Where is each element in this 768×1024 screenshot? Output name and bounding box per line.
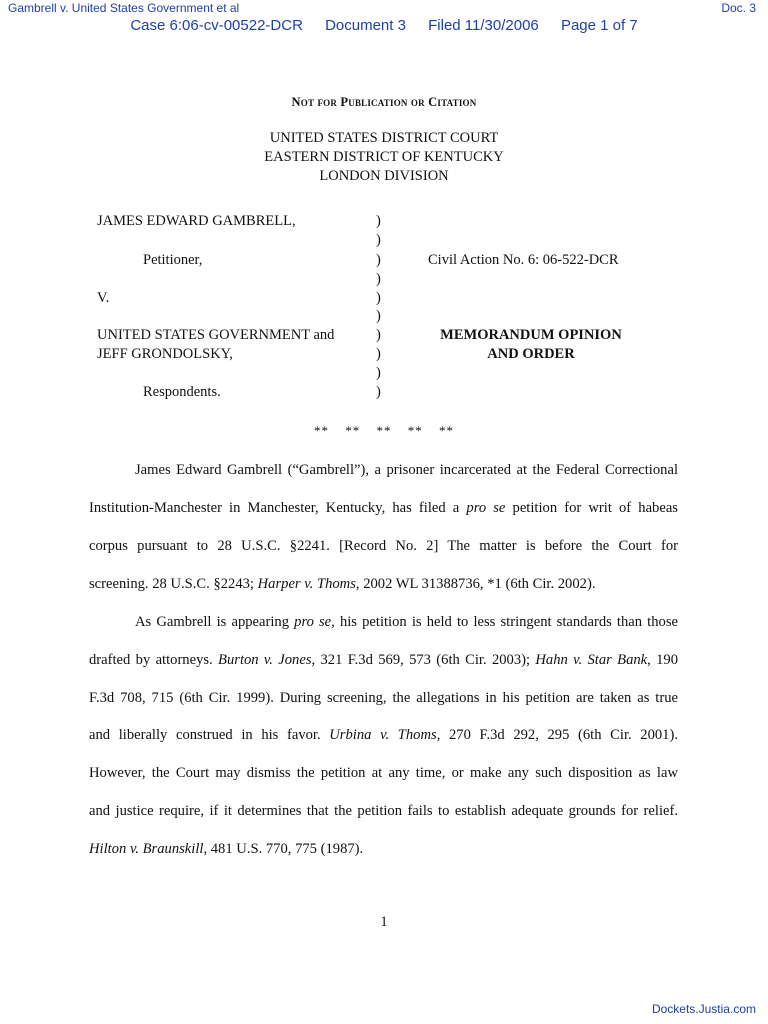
court-district: EASTERN DISTRICT OF KENTUCKY	[264, 149, 504, 165]
body-text-line: F.3d 708, 715 (6th Cir. 1999). During screening, the allegations in his petition are taken as true	[89, 690, 678, 706]
body-text-line: screening. 28 U.S.C. §2243; Harper v. Thoms, 2002 WL 31388736, *1 (6th Cir. 2002).	[89, 576, 596, 592]
body-text-line: As Gambrell is appearing pro se, his petition is held to less stringent standards than those	[135, 614, 678, 630]
body-text-line: However, the Court may dismiss the petition at any time, or make any such disposition as law	[89, 765, 678, 781]
page-number: 1	[380, 914, 388, 930]
caption-paren: )	[376, 365, 381, 381]
respondent-role: Respondents.	[143, 384, 221, 400]
page-count: Page 1 of 7	[560, 17, 638, 34]
body-text-line: corpus pursuant to 28 U.S.C. §2241. [Record No. 2] The matter is before the Court for	[89, 538, 678, 554]
caption-paren: )	[376, 290, 381, 306]
caption-paren: )	[376, 213, 381, 229]
filed-date: Filed 11/30/2006	[428, 17, 539, 34]
civil-action-number: Civil Action No. 6: 06-522-DCR	[428, 252, 619, 268]
body-text-line: Hilton v. Braunskill, 481 U.S. 770, 775 (1987).	[89, 841, 364, 857]
respondent-name-line1: UNITED STATES GOVERNMENT and	[97, 327, 335, 343]
caption-paren: )	[376, 346, 381, 362]
caption-paren: )	[376, 252, 381, 268]
caption-paren: )	[376, 271, 381, 287]
respondent-name-line2: JEFF GRONDOLSKY,	[97, 346, 233, 362]
body-text-line: drafted by attorneys. Burton v. Jones, 321 F.3d 569, 573 (6th Cir. 2003); Hahn v. Star Bank, 190	[89, 652, 679, 668]
body-text-line: Institution-Manchester in Manchester, Kentucky, has filed a pro se petition for writ of habeas	[89, 500, 678, 516]
caption-paren: )	[376, 327, 381, 343]
filing-header	[0, 17, 768, 34]
caption-paren: )	[376, 384, 381, 400]
body-text-line: and justice require, if it determines that the petition fails to establish adequate grounds for relief.	[89, 803, 678, 819]
caption-paren: )	[376, 232, 381, 248]
caption-paren: )	[376, 308, 381, 324]
body-text-line: and liberally construed in his favor. Urbina v. Thoms, 270 F.3d 292, 295 (6th Cir. 2001).	[89, 727, 678, 743]
document-type-line1: MEMORANDUM OPINION	[440, 327, 622, 343]
section-separator: ** ** ** ** **	[314, 423, 454, 438]
petitioner-role: Petitioner,	[143, 252, 203, 268]
court-name: UNITED STATES DISTRICT COURT	[269, 130, 499, 146]
court-division: LONDON DIVISION	[319, 168, 449, 184]
body-text-line: James Edward Gambrell (“Gambrell”), a prisoner incarcerated at the Federal Correctional	[135, 462, 678, 478]
doc-number-label: Doc. 3	[721, 1, 756, 15]
publication-notice: Not for Publication or Citation	[291, 95, 477, 109]
case-number: Case 6:06-cv-00522-DCR	[130, 17, 303, 34]
versus-label: V.	[97, 290, 110, 306]
petitioner-name: JAMES EDWARD GAMBRELL,	[97, 213, 296, 229]
document-number: Document 3	[325, 17, 406, 34]
case-title-header: Gambrell v. United States Government et al	[8, 1, 240, 15]
source-link[interactable]: Dockets.Justia.com	[651, 1002, 756, 1016]
document-type-line2: AND ORDER	[487, 346, 575, 362]
